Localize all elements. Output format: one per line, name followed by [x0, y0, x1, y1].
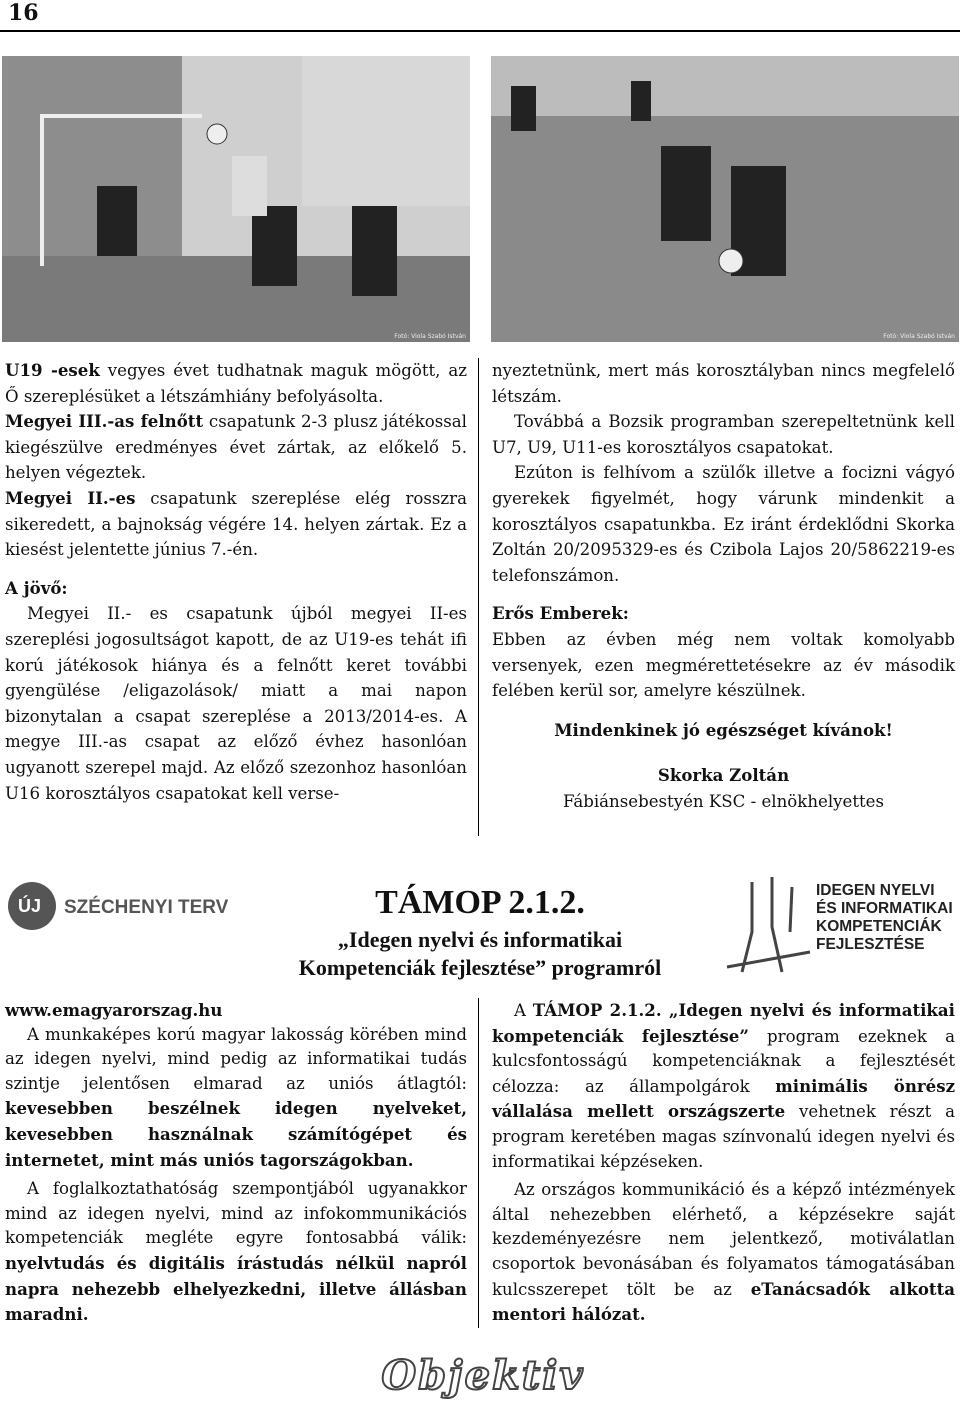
paragraph-bozsik: Továbbá a Bozsik programban szerepeltetnünk kell U7, U9, U11-es korosztályos csapatokat.	[492, 412, 955, 457]
website-link[interactable]: www.emagyarorszag.hu	[5, 1000, 223, 1020]
column-divider	[478, 358, 479, 836]
ad-p2-bold: nyelvtudás és digitális írástudás nélkül napról napra nehezebb elhelyezkedni, illetve állásban maradni.	[5, 1252, 467, 1325]
ad-p3-c: program ezeknek a kulcsfontosságú kompetenciáknak a fejlesztését célozza: az állampolgárok	[492, 1026, 955, 1096]
ad-p3-d: minimális önrész vállalása mellett országszerte	[492, 1075, 955, 1122]
megyei-iii-label: Megyei III.-as felnőtt	[5, 411, 204, 432]
heading-future: A jövő:	[5, 577, 68, 598]
author-role: Fábiánsebestyén KSC - elnökhelyettes	[562, 791, 885, 811]
heading-strongmen: Erős Emberek:	[492, 603, 629, 624]
ad-paragraph-2	[5, 1177, 467, 1328]
idegen-logo-figures	[722, 872, 812, 982]
idegen-line-2: ÉS INFORMATIKAI	[816, 900, 953, 917]
ad-p3-e: vehetnek részt a program keretében magas színvonalú idegen nyelvi és informatikai képzéseken.	[492, 1102, 955, 1171]
article-right-column	[492, 358, 955, 815]
paragraph-megyei-iii	[5, 409, 467, 486]
tamop-subtitle-1: „Idegen nyelvi és informatikai	[337, 927, 623, 952]
photo-left-drawing	[2, 56, 470, 342]
ad-p2-text: A foglalkoztathatóság szempontjából ugyanakkor mind az idegen nyelvi, mind az infokommunikációs kompetenciák megléte egyre fontosabbá válik:	[5, 1179, 467, 1248]
u19-label: U19 -esek	[5, 360, 100, 380]
megyei-iii-text: csapatunk 2-3 plusz játékossal kiegészülve eredményes évet zártak, az előkelő 5. helyen végeztek.	[5, 412, 467, 483]
ad-p1-text: A munkaképes korú magyar lakosság körében mind az idegen nyelvi, mind pedig az informatikai tudás szintje jelentősen elmarad az uniós átlagtól:	[5, 1024, 467, 1093]
megyei-ii-label: Megyei II.-es	[5, 487, 136, 508]
idegen-line-4: FEJLESZTÉSE	[816, 936, 925, 953]
ad-p3-b: TÁMOP 2.1.2. „Idegen nyelvi és informatikai kompetenciák fejlesztése”	[492, 1000, 955, 1046]
photo-left-credit: Fotó: Viola Szabó István	[394, 333, 466, 340]
ad-right-column	[492, 998, 955, 1328]
paragraph-invitation: Ezúton is felhívom a szülők illetve a focizni vágyó gyerekek figyelmét, hogy várunk mindenkit a korosztályos csapatunkba. Ez iránt érdeklődni Skorka Zoltán 20/2095329-es és Czibola Lajos 20/5862219-es telefonszámon.	[492, 463, 955, 585]
szechenyi-logo	[8, 882, 248, 962]
header-rule	[0, 30, 960, 32]
megyei-ii-text: csapatunk szereplése elég rosszra sikeredett, a bajnokság végére 14. helyen zártak. Ez a kiesést jelentette június 7.-én.	[5, 488, 467, 560]
u19-text: vegyes évet tudhatnak maguk mögött, az Ő szereplésüket a létszámhiány befolyásolta.	[5, 361, 467, 406]
page-number: 16	[8, 0, 39, 26]
photo-left-football	[2, 56, 470, 342]
idegen-line-3: KOMPETENCIÁK	[816, 918, 942, 935]
paragraph-future: Megyei II.- es csapatunk újból megyei II-es szereplési jogosultságot kapott, de az U19-es tehát ifi korú játékosok hiánya és a felnőtt keret további gyengülése /eligazolások/ miatt a mai napon bizonytalan a csapat szereplése a 2013/2014-es. A megye III.-as csapat az előző évhez hasonlóan ugyanott szerepel majd. Az előző szezonhoz hasonlóan U16 korosztályos csapatokat kell verse-	[5, 604, 467, 803]
wish-line: Mindenkinek jó egészséget kívánok!	[554, 719, 893, 740]
szechenyi-logo-text: SZÉCHENYI TERV	[64, 897, 229, 918]
ad-p4-a: Az országos kommunikáció és a képző intézmények által nehezebben elérhető, a képzésekre saját kezdeményezésre nem jelentkező, motiválatlan csoportok bevonásában és folyamatos támogatásában kulcsszerepet tölt be az	[492, 1180, 955, 1299]
ad-paragraph-1	[5, 1023, 467, 1174]
paragraph-continued: nyeztetnünk, mert más korosztályban nincs megfelelő létszám.	[492, 361, 955, 406]
idegen-logo	[722, 872, 957, 982]
photo-right-credit: Fotó: Viola Szabó István	[883, 333, 955, 340]
photo-right-drawing	[491, 56, 959, 342]
paragraph-u19	[5, 358, 467, 409]
paragraph-megyei-ii	[5, 486, 467, 563]
szechenyi-logo-mark-text: ÚJ	[18, 896, 42, 916]
author-name: Skorka Zoltán	[657, 765, 790, 786]
ad-p3-a: A	[514, 1001, 533, 1020]
ad-p1-bold: kevesebben beszélnek idegen nyelveket, kevesebben használnak számítógépet és internetet, mint más uniós tagországokban.	[5, 1098, 467, 1170]
paragraph-strongmen: Ebben az évben még nem voltak komolyabb versenyek, ezen megmérettetésekre az év második felében kerül sor, amelyre készülnek.	[492, 629, 955, 701]
idegen-logo-text	[816, 882, 953, 954]
ad-paragraph-4	[492, 1178, 955, 1328]
tamop-subtitle-2: Kompetenciák fejlesztése” programról	[298, 955, 662, 980]
ad-left-column	[5, 998, 467, 1328]
ad-p4-b: eTanácsadók alkotta mentori hálózat.	[492, 1278, 955, 1325]
ad-paragraph-3	[492, 998, 955, 1174]
tamop-title: TÁMOP 2.1.2.	[375, 884, 585, 921]
ad-column-divider	[478, 998, 479, 1328]
objektiv-logo: Objektiv	[381, 1352, 585, 1399]
idegen-line-1: IDEGEN NYELVI	[816, 882, 935, 899]
photo-right-football	[491, 56, 959, 342]
article-left-column	[5, 358, 467, 806]
